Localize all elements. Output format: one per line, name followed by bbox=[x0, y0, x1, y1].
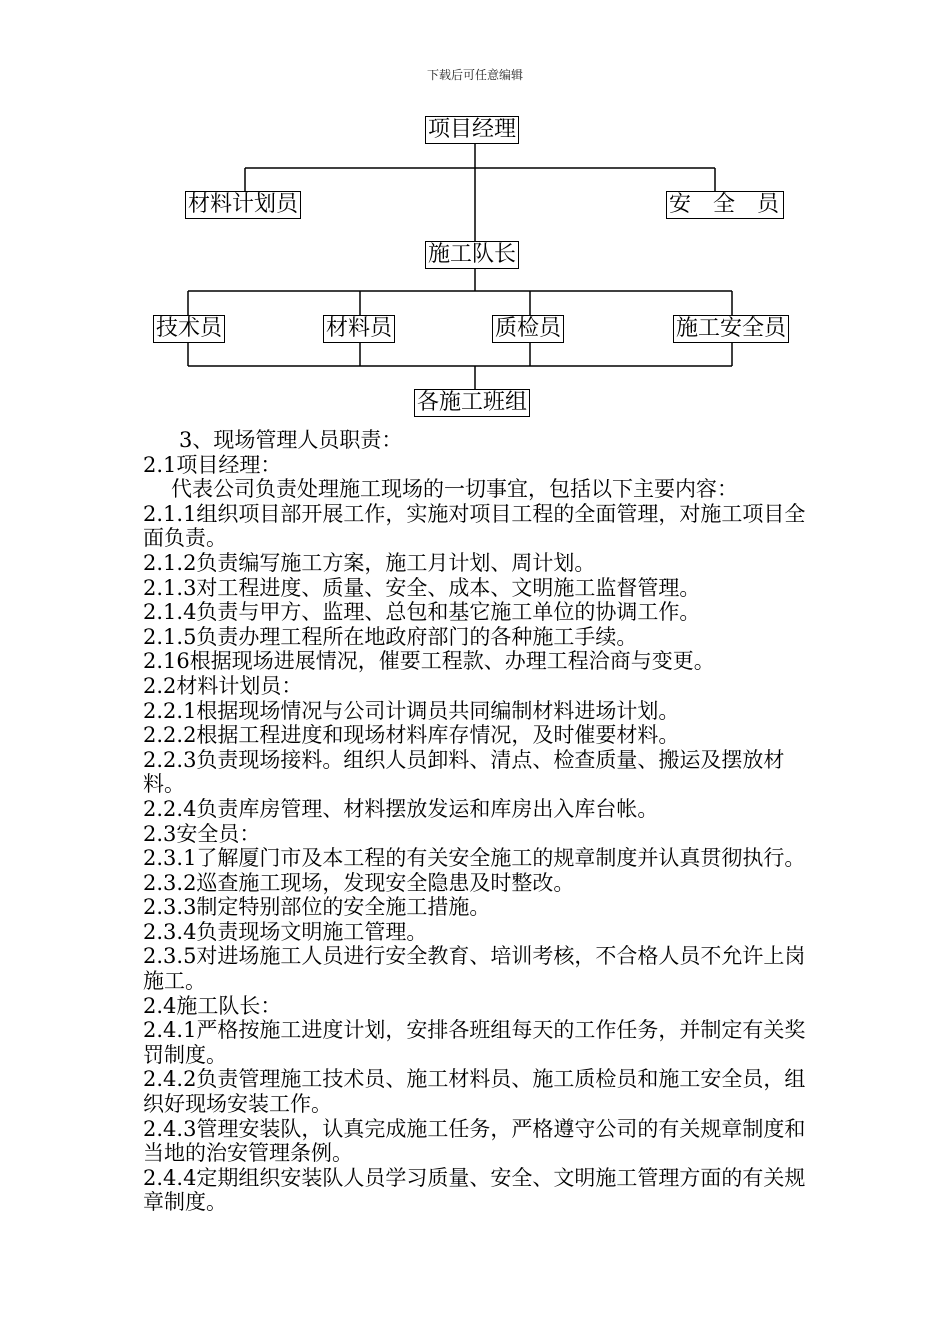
duty-line: 2.4施工队长： bbox=[143, 993, 282, 1018]
duty-line: 2.16根据现场进展情况，催要工程款、办理工程洽商与变更。 bbox=[143, 649, 715, 674]
box-material-planner: 材料计划员 bbox=[185, 191, 301, 219]
duty-line: 2.4.4定期组织安装队人员学习质量、安全、文明施工管理方面的有关规章制度。 bbox=[143, 1165, 806, 1215]
org-chart-connectors bbox=[0, 0, 950, 430]
duty-line: 2.4.2负责管理施工技术员、施工材料员、施工质检员和施工安全员，组织好现场安装工作。 bbox=[143, 1067, 806, 1117]
duty-line: 2.3.2巡查施工现场，发现安全隐患及时整改。 bbox=[143, 870, 575, 895]
duty-line: 2.3安全员： bbox=[143, 821, 261, 846]
duty-line: 2.4.3管理安装队，认真完成施工任务，严格遵守公司的有关规章制度和当地的治安管理条例。 bbox=[143, 1116, 806, 1166]
duty-line: 2.4.1严格按施工进度计划，安排各班组每天的工作任务，并制定有关奖罚制度。 bbox=[143, 1018, 806, 1067]
box-safety-officer: 安 全 员 bbox=[666, 191, 784, 219]
duty-line: 2.1.1组织项目部开展工作，实施对项目工程的全面管理，对施工项目全面负责。 bbox=[143, 501, 806, 551]
duty-line: 2.1.2负责编写施工方案，施工月计划、周计划。 bbox=[143, 550, 596, 575]
duty-line: 2.3.5对进场施工人员进行安全教育、培训考核，不合格人员不允许上岗施工。 bbox=[143, 944, 806, 994]
duty-line: 2.3.4负责现场文明施工管理。 bbox=[143, 919, 428, 944]
duty-line: 2.2材料计划员： bbox=[143, 673, 303, 698]
duty-line: 2.1.3对工程进度、质量、安全、成本、文明施工监督管理。 bbox=[143, 575, 701, 600]
duty-line: 代表公司负责处理施工现场的一切事宜，包括以下主要内容： bbox=[171, 477, 738, 502]
duty-line: 2.2.2根据工程进度和现场材料库存情况，及时催要材料。 bbox=[143, 723, 680, 748]
duty-line: 2.1项目经理： bbox=[143, 452, 282, 477]
duty-line: 2.3.3制定特别部位的安全施工措施。 bbox=[143, 895, 491, 920]
page-header-note: 下载后可任意编辑 bbox=[426, 68, 523, 82]
section-title: 3、现场管理人员职责： bbox=[179, 428, 403, 452]
duty-line: 2.1.4负责与甲方、监理、总包和基它施工单位的协调工作。 bbox=[143, 600, 701, 625]
duty-line: 2.2.3负责现场接料。组织人员卸料、清点、检查质量、搬运及摆放材料。 bbox=[143, 747, 785, 797]
box-material-clerk: 材料员 bbox=[323, 315, 395, 343]
duty-line: 2.2.4负责库房管理、材料摆放发运和库房出入库台帐。 bbox=[143, 796, 659, 821]
box-construction-safety-officer: 施工安全员 bbox=[673, 315, 789, 343]
box-project-manager: 项目经理 bbox=[425, 116, 519, 144]
duty-line: 2.2.1根据现场情况与公司计调员共同编制材料进场计划。 bbox=[143, 698, 680, 723]
duty-line: 2.3.1了解厦门市及本工程的有关安全施工的规章制度并认真贯彻执行。 bbox=[143, 846, 806, 871]
box-technician: 技术员 bbox=[153, 315, 225, 343]
duties-content bbox=[143, 428, 813, 1215]
box-construction-captain: 施工队长 bbox=[425, 241, 519, 269]
duty-line: 2.1.5负责办理工程所在地政府部门的各种施工手续。 bbox=[143, 624, 638, 649]
box-quality-inspector: 质检员 bbox=[492, 315, 564, 343]
box-work-teams: 各施工班组 bbox=[414, 389, 530, 417]
